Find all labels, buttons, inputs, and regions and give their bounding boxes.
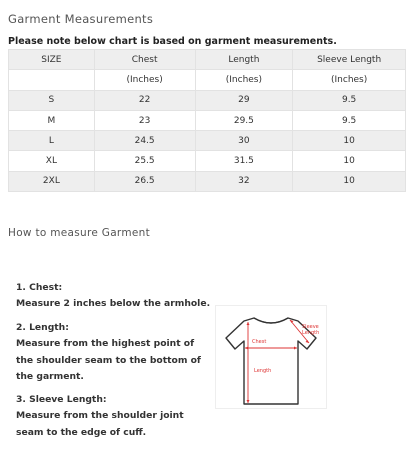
table-units-row <box>9 70 406 90</box>
sleeve-title: 3. Sleeve Length: <box>16 394 107 405</box>
header-length: Length <box>195 50 293 70</box>
length-text-line: the garment. <box>16 370 84 382</box>
length-text-line: Measure from the highest point of <box>16 338 195 350</box>
sleeve-cell: 10 <box>293 151 406 171</box>
sleeve-cell: 10 <box>293 171 406 191</box>
chest-cell: 25.5 <box>94 151 195 171</box>
chest-instruction <box>16 280 210 313</box>
tshirt-icon <box>216 306 326 408</box>
size-cell: 2XL <box>9 171 95 191</box>
page-title: Garment Measurements <box>8 12 154 26</box>
chest-cell: 23 <box>94 110 195 130</box>
table-row <box>9 110 406 130</box>
size-chart-table <box>8 49 406 192</box>
length-title: 2. Length: <box>16 322 69 333</box>
size-cell: XL <box>9 151 95 171</box>
length-label: Length <box>254 368 272 374</box>
length-cell: 29 <box>195 90 293 110</box>
length-cell: 32 <box>195 171 293 191</box>
chest-label: Chest <box>252 339 267 345</box>
sleeve-text-line: Measure from the shoulder joint <box>16 410 184 422</box>
chest-cell: 22 <box>94 90 195 110</box>
header-sleeve-length: Sleeve Length <box>293 50 406 70</box>
chest-text: Measure 2 inches below the armhole. <box>16 298 211 310</box>
chest-cell: 26.5 <box>94 171 195 191</box>
header-size: SIZE <box>9 50 95 70</box>
chest-cell: 24.5 <box>94 131 195 151</box>
length-cell: 30 <box>195 131 293 151</box>
length-cell: 29.5 <box>195 110 293 130</box>
table-row <box>9 131 406 151</box>
unit-cell: (Inches) <box>195 70 293 90</box>
table-row <box>9 151 406 171</box>
sleeve-instruction <box>16 392 184 441</box>
chest-title: 1. Chest: <box>16 282 63 293</box>
sleeve-label-line2: Length <box>302 330 320 336</box>
size-cell: M <box>9 110 95 130</box>
sleeve-cell: 9.5 <box>293 90 406 110</box>
length-cell: 31.5 <box>195 151 293 171</box>
sleeve-label-line1: Sleeve <box>302 324 319 330</box>
sleeve-cell: 9.5 <box>293 110 406 130</box>
tshirt-measurement-diagram <box>215 305 327 409</box>
sleeve-text-line: seam to the edge of cuff. <box>16 426 147 438</box>
unit-cell: (Inches) <box>94 70 195 90</box>
table-row <box>9 90 406 110</box>
unit-cell: (Inches) <box>293 70 406 90</box>
length-instruction <box>16 320 201 385</box>
size-cell: S <box>9 90 95 110</box>
unit-cell <box>9 70 95 90</box>
length-text-line: the shoulder seam to the bottom of <box>16 354 201 366</box>
table-row <box>9 171 406 191</box>
header-chest: Chest <box>94 50 195 70</box>
table-header-row <box>9 50 406 70</box>
chart-note: Please note below chart is based on garment measurements. <box>8 36 337 47</box>
size-cell: L <box>9 131 95 151</box>
sleeve-cell: 10 <box>293 131 406 151</box>
how-to-measure-heading: How to measure Garment <box>8 227 151 239</box>
